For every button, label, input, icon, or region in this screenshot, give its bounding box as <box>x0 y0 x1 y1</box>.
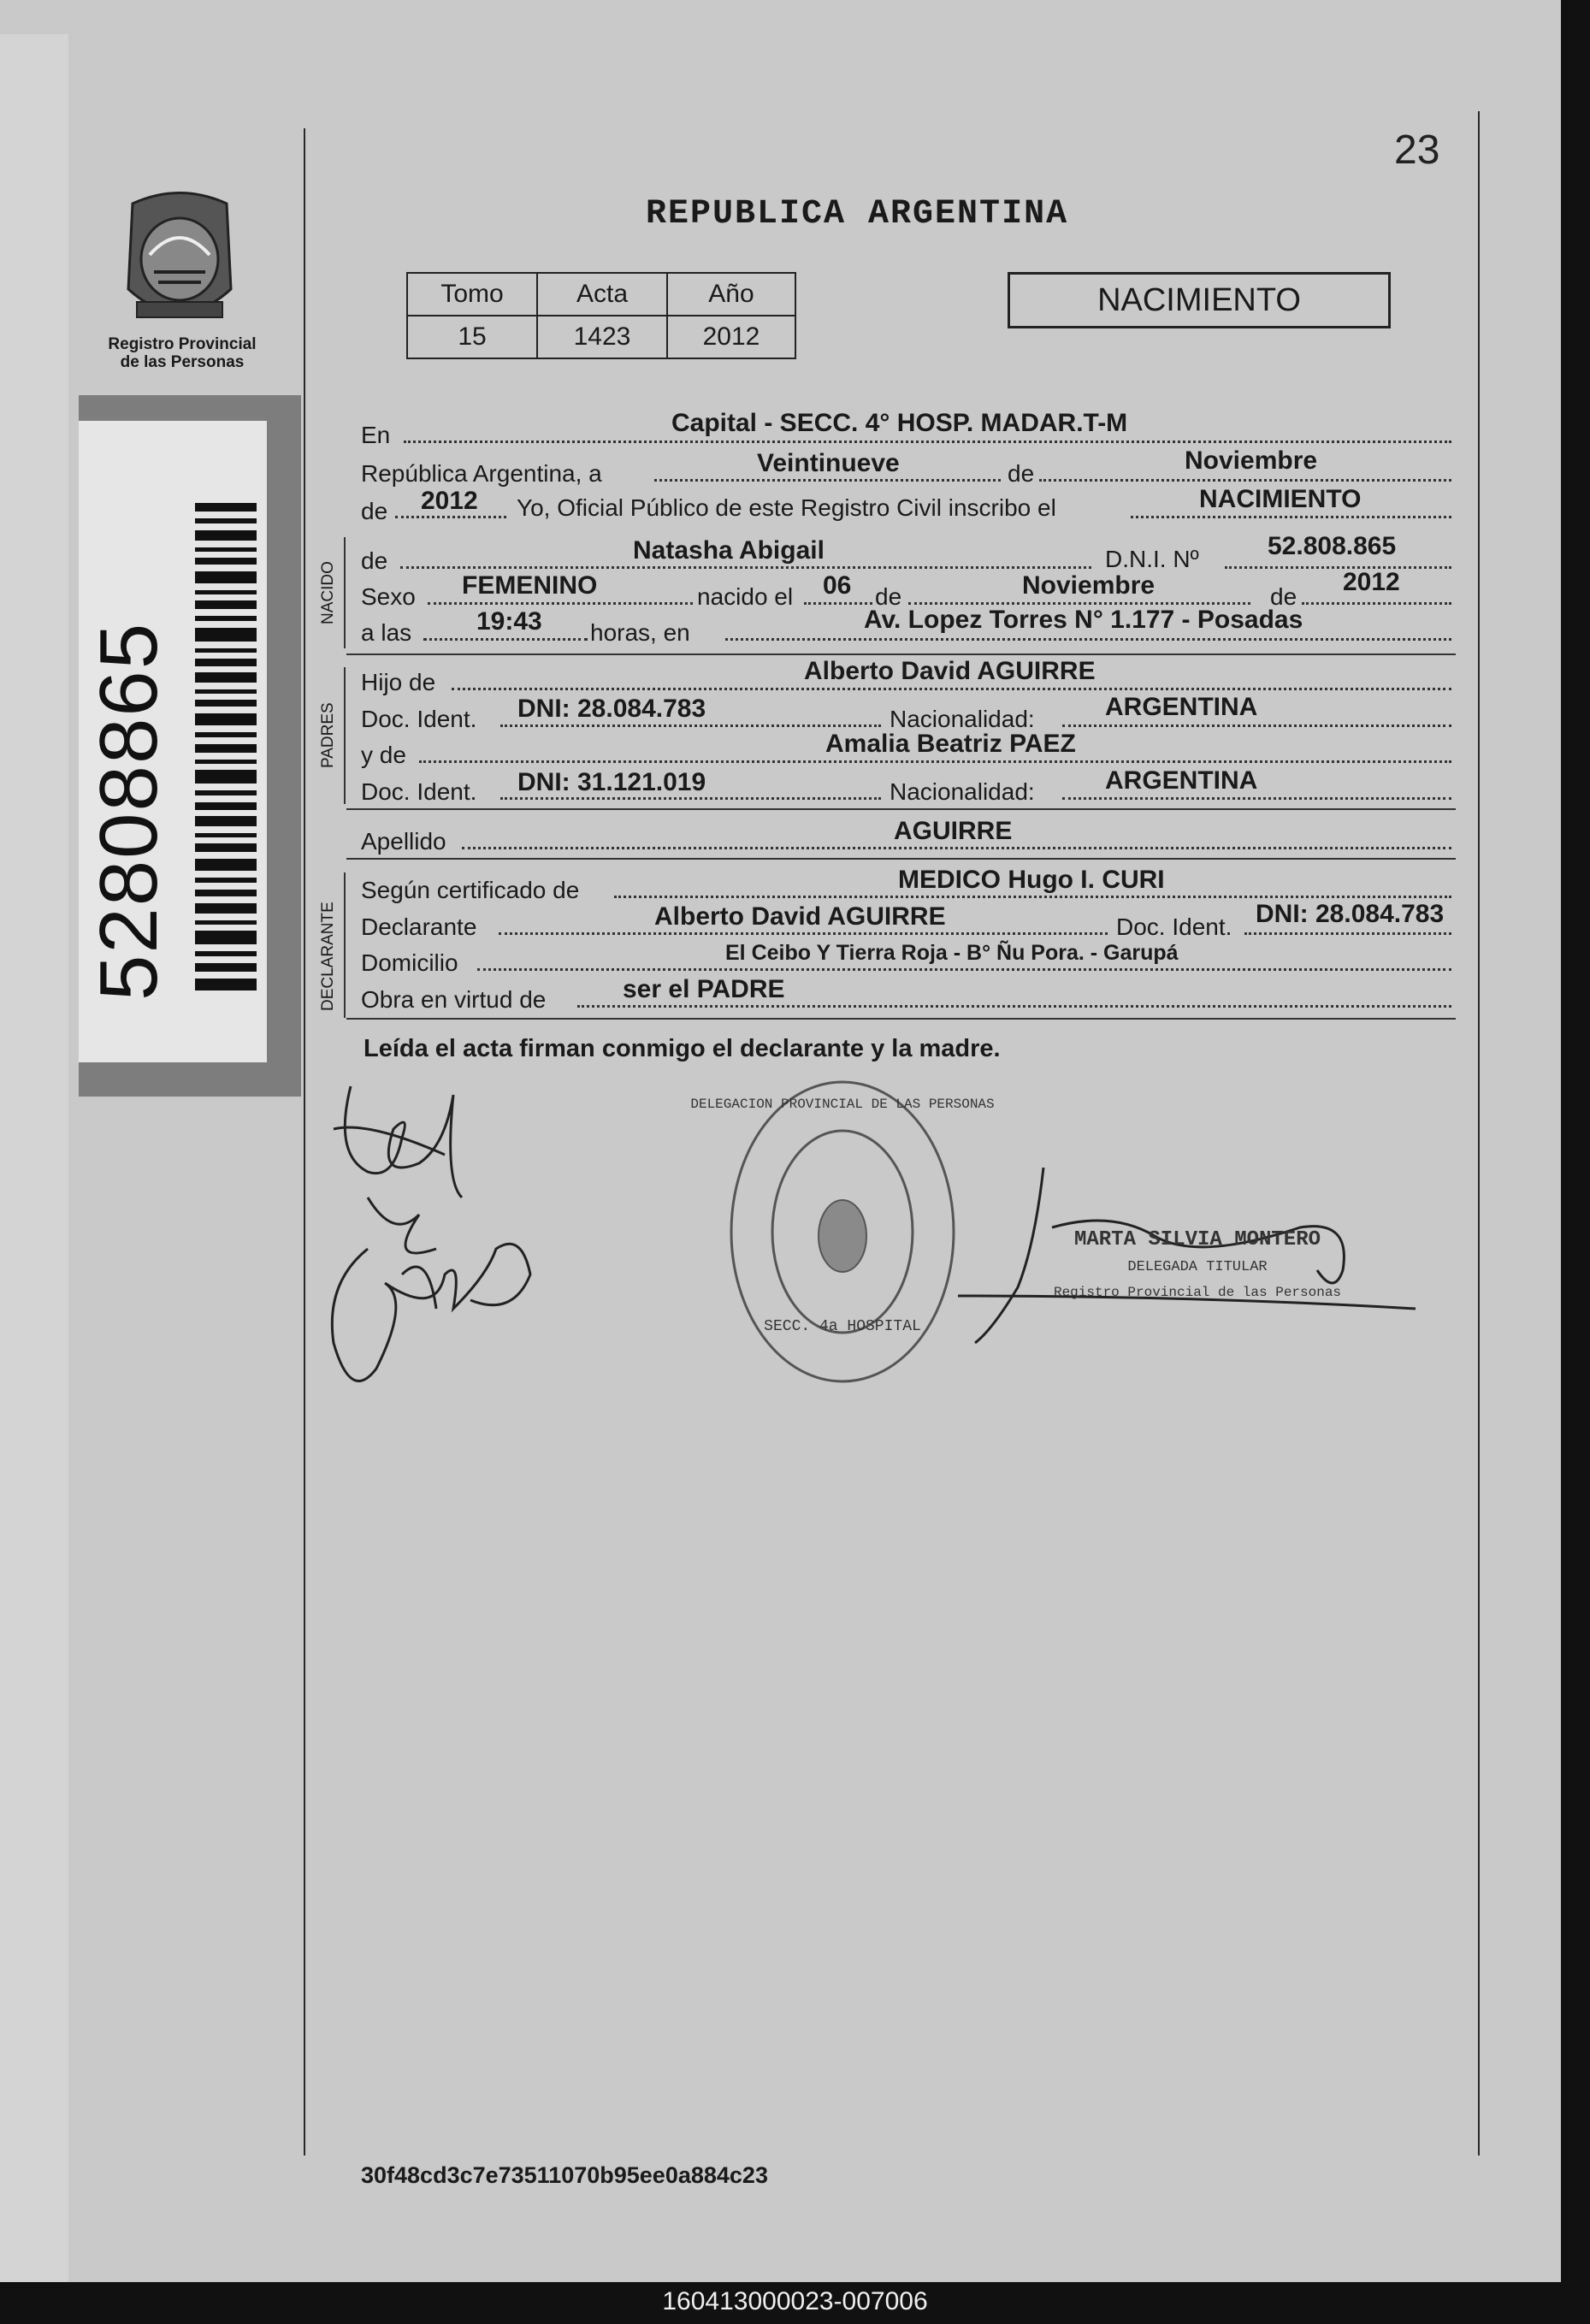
value-mes-nac: Noviembre <box>1022 571 1156 600</box>
value-madre-nac: ARGENTINA <box>1105 766 1258 795</box>
page-number: 23 <box>1394 127 1440 173</box>
value-declarante-doc: DNI: 28.084.783 <box>1256 900 1445 928</box>
dotted-line <box>1131 516 1451 518</box>
logo-caption-line1: Registro Provincial <box>108 335 257 353</box>
label-horas-en: horas, en <box>590 619 690 646</box>
label-y-de: y de <box>361 742 406 768</box>
value-anio: 2012 <box>421 487 478 515</box>
label-apellido: Apellido <box>361 828 446 854</box>
document-hash: 30f48cd3c7e73511070b95ee0a884c23 <box>361 2162 768 2188</box>
label-sexo: Sexo <box>361 583 416 610</box>
value-declarante: Alberto David AGUIRRE <box>654 902 946 931</box>
label-declarante: Declarante <box>361 914 477 940</box>
value-dia-letras: Veintinueve <box>757 449 900 477</box>
label-doc-ident-2: Doc. Ident. <box>361 778 477 805</box>
dotted-line <box>577 1005 1451 1008</box>
dotted-line <box>908 602 1250 605</box>
record-table-value-row <box>407 316 795 358</box>
stamp-official-office: Registro Provincial de las Personas <box>1053 1285 1342 1300</box>
dotted-line <box>654 479 1001 482</box>
label-en: En <box>361 422 391 448</box>
section-nacido: NACIDO <box>319 561 337 624</box>
section-bar <box>344 667 346 804</box>
left-margin-line <box>304 128 305 2155</box>
dotted-line <box>423 638 588 641</box>
official-signature-stamp <box>941 1159 1420 1347</box>
dotted-line <box>725 638 1451 641</box>
section-divider <box>346 653 1456 655</box>
value-mes: Noviembre <box>1185 446 1318 475</box>
label-segun: Según certificado de <box>361 877 580 903</box>
section-bar <box>344 537 346 648</box>
value-domicilio: El Ceibo Y Tierra Roja - B° Ñu Pora. - Garupá <box>725 941 1179 965</box>
dotted-line <box>500 724 881 727</box>
acta-header: Acta <box>537 273 667 316</box>
label-nacionalidad-1: Nacionalidad: <box>890 706 1035 732</box>
record-table-header-row <box>407 273 795 316</box>
dotted-line <box>428 602 693 605</box>
section-divider <box>346 808 1456 810</box>
value-anio-nac: 2012 <box>1343 568 1400 596</box>
signature-left-icon <box>316 1061 556 1420</box>
label-hijo-de: Hijo de <box>361 669 436 695</box>
value-lugar: Capital - SECC. 4° HOSP. MADAR.T-M <box>671 409 1128 437</box>
barcode-icon <box>195 503 257 991</box>
dotted-line <box>804 602 872 605</box>
stamp-official-title: DELEGADA TITULAR <box>1127 1259 1268 1275</box>
dotted-line <box>1062 797 1451 800</box>
value-nombre: Natasha Abigail <box>633 536 825 565</box>
value-madre: Amalia Beatriz PAEZ <box>825 730 1076 758</box>
dotted-line <box>452 688 1451 690</box>
barcode-number: 52808865 <box>83 621 174 1001</box>
tomo-header: Tomo <box>407 273 537 316</box>
value-obra: ser el PADRE <box>623 975 785 1003</box>
label-oficial: Yo, Oficial Público de este Registro Civil inscribo el <box>517 494 1056 521</box>
record-table <box>406 272 796 359</box>
label-doc-ident-1: Doc. Ident. <box>361 706 477 732</box>
label-dni: D.N.I. Nº <box>1105 546 1199 572</box>
label-domicilio: Domicilio <box>361 949 458 976</box>
stamp-official-name: MARTA SILVIA MONTERO <box>1073 1228 1321 1251</box>
section-divider <box>346 858 1456 860</box>
closing-statement: Leída el acta firman conmigo el declarante y la madre. <box>364 1035 1001 1062</box>
label-de-name: de <box>361 547 388 574</box>
value-hora: 19:43 <box>476 607 542 636</box>
value-dia: 06 <box>823 571 852 600</box>
dotted-line <box>419 760 1451 763</box>
section-divider <box>346 1018 1456 1020</box>
dotted-line <box>395 516 506 518</box>
label-de-year: de <box>361 498 388 524</box>
value-acto: NACIMIENTO <box>1199 485 1362 513</box>
right-margin-line <box>1478 111 1480 2155</box>
label-a-las: a las <box>361 619 412 646</box>
tomo-value: 15 <box>407 316 537 358</box>
label-de-year2: de <box>1270 583 1297 610</box>
book-gutter <box>0 34 68 2282</box>
value-madre-doc: DNI: 31.121.019 <box>517 768 706 796</box>
country-title: REPUBLICA ARGENTINA <box>646 195 1069 234</box>
acta-value: 1423 <box>537 316 667 358</box>
dotted-line <box>462 847 1451 849</box>
label-republica: República Argentina, a <box>361 460 602 487</box>
section-declarante: DECLARANTE <box>319 902 337 1011</box>
section-padres: PADRES <box>319 702 337 768</box>
logo-caption-line2: de las Personas <box>120 353 245 371</box>
value-dni: 52.808.865 <box>1268 532 1397 560</box>
scan-id: 160413000023-007006 <box>662 2287 928 2315</box>
label-doc-ident-3: Doc. Ident. <box>1116 914 1232 940</box>
label-obra: Obra en virtud de <box>361 986 547 1013</box>
dotted-line <box>400 566 1091 569</box>
anio-value: 2012 <box>667 316 795 358</box>
value-padre-nac: ARGENTINA <box>1105 693 1258 721</box>
value-padre: Alberto David AGUIRRE <box>804 657 1096 685</box>
section-bar <box>344 872 346 1018</box>
province-seal-icon <box>115 186 244 332</box>
label-de-month: de <box>1008 460 1035 487</box>
dotted-line <box>404 441 1451 443</box>
value-lugar-nac: Av. Lopez Torres N° 1.177 - Posadas <box>864 606 1303 634</box>
anio-header: Año <box>667 273 795 316</box>
dotted-line <box>499 932 1108 935</box>
stamp-outer-text: DELEGACION PROVINCIAL DE LAS PERSONAS <box>690 1097 995 1112</box>
dotted-line <box>1244 932 1451 935</box>
dotted-line <box>614 896 1451 898</box>
dotted-line <box>1039 479 1451 482</box>
label-nacido-el: nacido el <box>697 583 794 610</box>
official-seal-stamp <box>690 1073 995 1390</box>
logo-caption <box>92 335 272 371</box>
document-type-box: NACIMIENTO <box>1008 272 1391 328</box>
dotted-line <box>500 797 881 800</box>
value-sexo: FEMENINO <box>462 571 598 600</box>
value-apellido: AGUIRRE <box>894 817 1013 845</box>
label-nacionalidad-2: Nacionalidad: <box>890 778 1035 805</box>
dotted-line <box>477 968 1451 971</box>
value-padre-doc: DNI: 28.084.783 <box>517 695 706 723</box>
dotted-line <box>1225 566 1451 569</box>
value-certificado: MEDICO Hugo I. CURI <box>898 866 1165 894</box>
stamp-inner-text: SECC. 4a HOSPITAL <box>764 1318 921 1335</box>
dotted-line <box>1062 724 1451 727</box>
label-de-day: de <box>875 583 902 610</box>
dotted-line <box>1302 602 1451 605</box>
